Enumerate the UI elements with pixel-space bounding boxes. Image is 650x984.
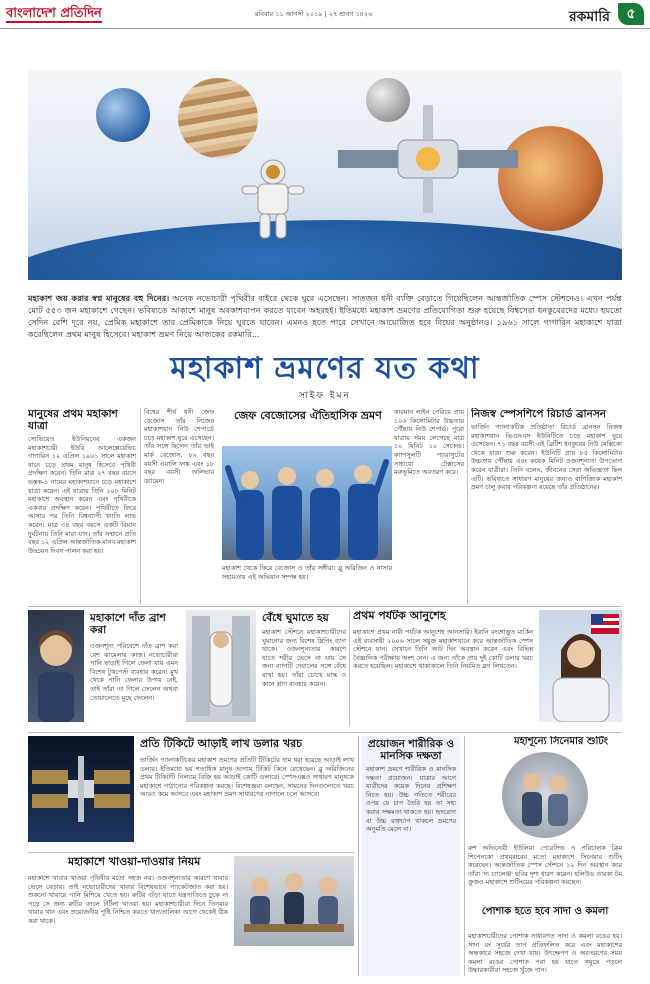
hero-space-illustration [28, 70, 622, 280]
astronaut-group-icon [222, 446, 392, 560]
space-station-photo [28, 736, 134, 842]
film-crew-icon [502, 752, 588, 838]
astronaut-icon [238, 156, 308, 242]
article-body: মহাকাশ ভ্রমণে শারীরিক ও মানসিক দক্ষতা প্রয়োজন। যাত্রার আগে যাত্রীদের কয়েক দিনের প্রশিক্ষণ নিতে হয়। উচ্চ গতিতে শরীরের ওপর যে চাপ তৈরি হয় তা সহ্য করার সক্ষমতা থাকতে হয়। হৃদরোগ বা উচ্চ রক্তচাপ থাকলে ভ্রমণের অনুমতি মেলে না। [366, 765, 456, 834]
intro-paragraph [28, 292, 622, 340]
sleeping-astronaut-icon [186, 610, 256, 722]
article-body: মহাকাশ স্টেশনে মহাকাশচারীদের ঘুমানোর জন্য বিশেষ স্লিপিং ব্যাগ থাকে। ওজনশূন্যতার কারণে যাতে শরীর ভেসে না যায় সে জন্য ব্যাগটি দেয়ালের সঙ্গে বেঁধে রাখা হয়। তাঁরা চোখে মাস্ক ও কানে প্লাগ ব্যবহার করেন। [262, 628, 346, 688]
article-cinema [468, 736, 622, 976]
row-divider [28, 852, 354, 853]
film-shooting-photo [502, 752, 588, 838]
article-title: মানুষের প্রথম মহাকাশ যাত্রা [28, 408, 118, 432]
photo-caption: মহাকাশ থেকে ফিরে বেজোস ও তাঁর সঙ্গীরা। ব্লু অরিজিন ও নাসার সহায়তায় এই অভিযান সম্পন্ন হয়। [222, 564, 392, 581]
article-body: রুশ অভিনেত্রী ইউলিয়া পেরেসিল্ড ও পরিচালক ক্লিম শিপেনকো প্রথমবারের মতো মহাকাশে সিনেমার শুটিং করেছেন। আন্তর্জাতিক স্পেস স্টেশনে ১২ দিন অবস্থান করে তাঁরা 'দ্য চ্যালেঞ্জ' ছবির দৃশ্য ধারণ করেন। হলিউড তারকা টম ক্রুজও মহাকাশে শুটিংয়ের পরিকল্পনা করছেন। [468, 844, 622, 887]
row-divider [28, 732, 622, 733]
iss-icon [28, 736, 134, 842]
article-title: মহাশূন্যে সিনেমার শুটিং [514, 736, 609, 747]
astronaut-brushing-photo [28, 610, 84, 722]
article-title: নিজস্ব স্পেসশিপে রিচার্ড ব্রানসন [471, 408, 607, 420]
article-food [28, 856, 354, 978]
column-divider [349, 610, 350, 726]
article-title-dress: পোশাক হতে হবে সাদা ও কমলা [481, 906, 609, 917]
page-number-badge: ৫ [618, 3, 644, 25]
article-sleep [186, 610, 346, 730]
sleeping-bag-photo [186, 610, 256, 722]
article-bezos [144, 408, 464, 608]
article-first-human [28, 408, 136, 608]
astronauts-dining-icon [234, 856, 354, 946]
astronauts-eating-photo [234, 856, 354, 946]
article-ticket [28, 736, 354, 848]
row-divider [28, 606, 622, 607]
article-body: সোভিয়েত ইউনিয়নের একজন মহাকাশচারী ইউরি আলেক্সেয়েভিচ গাগারিন ১২ এপ্রিল ১৯৬১ সালে মহাকাশ যানে চড়ে প্রথম মানুষ হিসেবে পৃথিবী প্রদক্ষিণ করেন। তিনি মাত্র ২৭ বছর বয়সে ভস্তক-১ নামের মহাকাশযানে চড়ে মহাকাশে যাত্রা করেন। এই যাত্রায় তিনি ১০৮ মিনিট মহাকাশে অবস্থান করেন এবং পৃথিবীকে একবার প্রদক্ষিণ করেন। পৃথিবীতে ফিরে আসার পর তিনি বিশ্বব্যাপী খ্যাতি লাভ করেন। মাত্র ৩৪ বছর বয়সে একটি বিমান দুর্ঘটনায় তিনি মারা যান। তাঁর সম্মানে প্রতি বছর ১২ এপ্রিল আন্তর্জাতিক মানব মহাকাশ উড্ডয়ন দিবস পালন করা হয়। [28, 435, 136, 555]
article-title: বেঁধে ঘুমাতে হয় [262, 612, 329, 624]
earth-curve [28, 220, 622, 280]
article-title: প্রথম পর্যটক আনুশেহ [353, 610, 446, 622]
article-body: মহাকাশে খাবার খাওয়া পৃথিবীর মতো সহজ নয়। ওজনশূন্যতার কারণে খাবার ভেসে বেড়ায়। তাই নভোচারীদের খাবার বিশেষভাবে প্যাকেটজাত করা হয়। শুকনো খাবারে পানি মিশিয়ে খেতে হয়। রুটির গুঁড়া যাতে যন্ত্রপাতিতে ঢুকে না পড়ে সে জন্য রুটির বদলে টর্টিলা খাওয়া হয়। মহাকাশচারীরা দিনে তিনবার খাবার খান এবং প্রয়োজনীয় পুষ্টি নিশ্চিত করতে খাদ্যতালিকা আগে থেকেই ঠিক করা থাকে। [28, 874, 228, 925]
byline: সাইফ ইমন [299, 391, 351, 401]
article-body-right: কারমান লাইন পেরিয়ে প্রায় ১০৬ কিলোমিটার উচ্চতায় পৌঁছায় নিউ শেপার্ড। পুরো যাত্রায় সময় লেগেছে মাত্র ১০ মিনিট ১০ সেকেন্ড। ক্যাপসুলটি প্যারাসুটের সাহায্যে টেক্সাসের মরুভূমিতে অবতরণ করে। [394, 408, 464, 477]
column-divider [467, 408, 468, 604]
article-body-dress: মহাকাশচারীদের পোশাক সাধারণত সাদা ও কমলা রঙের হয়। সাদা রং সূর্যের তাপ প্রতিফলিত করে এবং মহাকাশের অন্ধকারে সহজে দেখা যায়। উৎক্ষেপণ ও অবতরণের সময় কমলা রঙের পোশাক পরা হয় যাতে সমুদ্রে পড়লে উদ্ধারকারীরা সহজে খুঁজে পান। [468, 932, 622, 975]
woman-portrait-icon [28, 610, 84, 722]
woman-astronaut-icon [539, 610, 622, 722]
column-divider [358, 736, 359, 976]
article-title: মহাকাশে খাওয়া-দাওয়ার নিয়ম [68, 856, 201, 868]
article-body: ভার্জিন গ্যালাকটিক প্রতিষ্ঠাতা রিচার্ড ব্রানসন নিজস্ব মহাকাশযান ভিএসএস ইউনিটিতে চড়ে মহাকাশ ঘুরে এসেছেন। ৭১ বছর বয়সী এই ব্রিটিশ ধনকুবের নিউ মেক্সিকো থেকে যাত্রা শুরু করেন। ইউনিটি প্রায় ৮৫ কিলোমিটার উচ্চতায় পৌঁছায় এবং কয়েক মিনিট ওজনশূন্যতা উপভোগ করেন যাত্রীরা। তিনি বলেন, জীবনের সেরা অভিজ্ঞতা ছিল এটি। ভবিষ্যতে সাধারণ মানুষের জন্যও বাণিজ্যিক মহাকাশ ভ্রমণ চালু করার পরিকল্পনা রয়েছে তাঁর প্রতিষ্ঠানের। [471, 423, 622, 492]
jupiter-planet-icon [178, 78, 258, 158]
article-body: ওজনশূন্য পরিবেশে দাঁত ব্রাশ করা বেশ ঝামেলার কাজ। নভোচারীরা পানি ছাড়াই গিলে ফেলা যায় এমন বিশেষ টুথপেস্ট ব্যবহার করেন। মুখ থেকে পানি ফেলার উপায় নেই, তাই তাঁরা তা গিলে ফেলেন অথবা তোয়ালেতে মুছে ফেলেন। [90, 642, 178, 702]
article-body: মহাকাশে প্রথম নারী পর্যটক আনুশেহ আনসারি। ইরানি বংশোদ্ভূত মার্কিন এই ব্যবসায়ী ২০০৬ সালে সয়ুজ মহাকাশযানে করে আন্তর্জাতিক স্পেস স্টেশনে যান। সেখানে তিনি আট দিন অবস্থান করেন এবং বিভিন্ন বৈজ্ঞানিক পরীক্ষায় অংশ নেন। এ জন্য তাঁকে প্রায় দুই কোটি ডলার খরচ করতে হয়েছিল। মহাকাশে থাকাকালে তিনি নিয়মিত ব্লগ লিখতেন। [353, 628, 533, 671]
earth-planet-icon [96, 88, 150, 142]
article-body: ভার্জিন গ্যালাকটিকের মহাকাশ ভ্রমণের প্রতিটি টিকিটের দাম ধরা হয়েছে আড়াই লাখ ডলার। ইতিমধ্যে ছয় শতাধিক মানুষ আগাম টিকিট কিনে রেখেছেন। ব্লু অরিজিনের প্রথম টিকিটটি নিলামে বিক্রি হয় আড়াই কোটি ডলারে। স্পেসএক্সও সাধারণ মানুষকে মহাকাশে পাঠানোর পরিকল্পনা করছে। বিশেষজ্ঞরা বলছেন, সামনের দিনগুলোতে খরচ আরও কমে আসবে এবং মহাকাশ ভ্রমণ সাধারণের নাগালে চলে আসবে। [140, 756, 354, 799]
article-fitness [362, 736, 460, 976]
intro-lead: মহাকাশ জয় করার স্বপ্ন মানুষের বহু দিনের। [28, 293, 170, 303]
bezos-crew-photo [222, 446, 392, 560]
dateline: রবিবার ১১ আগস্ট ২০১৯ | ২৭ শ্রাবণ ১৪২৬ [255, 10, 373, 18]
section-title: রকমারি [568, 9, 610, 25]
article-title: প্রয়োজন শারীরিক ও মানসিক দক্ষতা [367, 738, 455, 762]
article-title: জেফ বেজোসের ঐতিহাসিক ভ্রমণ [234, 409, 382, 422]
ansari-portrait-photo [539, 610, 622, 722]
article-body-left: বিশ্বের শীর্ষ ধনী জেফ বেজোস তাঁর নিজের মহাকাশযান নিউ শেপার্ডে চড়ে মহাকাশ ঘুরে এসেছেন। তাঁর সঙ্গে ছিলেন তাঁর ভাই মার্ক বেজোস, ৮২ বছর বয়সী ওয়ালি ফাঙ্ক এবং ১৮ বছর বয়সী অলিভার ড্যামেন। [144, 408, 214, 485]
space-station-icon [328, 100, 528, 220]
main-headline: মহাকাশ ভ্রমণের যত কথা [170, 351, 480, 386]
column-divider [140, 408, 141, 604]
article-teeth [28, 610, 178, 730]
page-header [0, 0, 650, 29]
column-divider [464, 736, 465, 976]
masthead[interactable]: বাংলাদেশ প্রতিদিন [6, 6, 102, 21]
intro-body: অনেক নভোচারী পৃথিবীর বাইরে থেকে ঘুরে এসেছেন। সাতজন ধনী ব্যক্তি বেড়াতে গিয়েছিলেন আন্তর্জাতিক স্পেস স্টেশনেও। এখন পর্যন্ত মোট ৫৫৩ জন মহাকাশে গেছেন। ভবিষ্যতে আকাশে মানুষ অবকাশযাপন করতে যাবেন অহরহই। ইতিমধ্যে মহাকাশ ভ্রমণের প্রতিযোগিতা শুরু হয়েছে বিশ্বসেরা ধনকুবেরদের মধ্যে। হয়তো সেদিন বেশি দূরে নয়, প্রেমিক মহাকাশে তার প্রেমিকাকে নিয়ে ঘুরতে যাবেন। এমনও হতে পারে সেখানে আয়োজিত হবে বিয়ের অনুষ্ঠানও। ১৯৬১ সালে গাগারিন মহাকাশে যাত্রা করেছিলেন প্রথম মানুষ হিসেবে। মহাকাশ ভ্রমণ নিয়ে আজকের রকমারি... [28, 293, 622, 339]
article-ansari [353, 610, 622, 730]
article-branson [471, 408, 622, 608]
article-title: প্রতি টিকিটে আড়াই লাখ ডলার খরচ [140, 737, 303, 750]
article-title: মহাকাশে দাঁত ব্রাশ করা [90, 612, 166, 636]
